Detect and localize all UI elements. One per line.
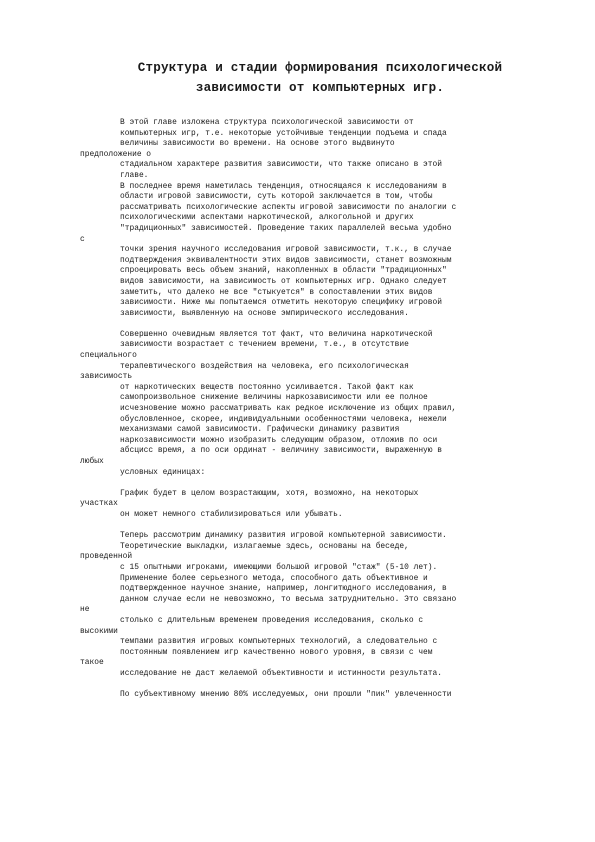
body-line: подтверждения эквивалентности этих видов зависимости, станет возможным: [120, 255, 452, 265]
body-line: рассматривать психологические аспекты игровой зависимости по аналогии с: [120, 202, 457, 212]
body-line: условных единицах:: [120, 467, 206, 477]
body-line: "традиционных" зависимостей. Проведение таких параллелей весьма удобно: [120, 223, 452, 233]
body-line: проведенной: [80, 552, 133, 562]
body-line: видов зависимости, на зависимость от компьютерных игр. Однако следует: [120, 276, 447, 286]
body-line: главе.: [120, 170, 149, 180]
body-line: любых: [80, 457, 104, 466]
body-line: столько с длительным временем проведения исследования, сколько с: [120, 615, 424, 625]
body-line: участках: [80, 499, 118, 509]
body-line: терапевтического воздействия на человека, его психологическая: [120, 361, 409, 371]
paragraph-gap: [80, 679, 560, 690]
body-line: зависимости возрастает с течением времени, т.е., в отсутствие: [120, 340, 409, 350]
body-line: Совершенно очевидным является тот факт, что величина наркотической: [120, 329, 433, 339]
body-line: он может немного стабилизироваться или убывать.: [120, 509, 343, 519]
body-line: от наркотических веществ постоянно усиливается. Такой факт как: [120, 382, 414, 392]
body-line: данном случае если не невозможно, то весьма затруднительно. Это связано: [120, 594, 457, 604]
body-line: темпами развития игровых компьютерных технологий, а следовательно с: [120, 637, 438, 647]
body-line: Теперь рассмотрим динамику развития игровой компьютерной зависимости.: [120, 531, 447, 541]
document-body: [80, 118, 560, 701]
paragraph-gap: [80, 478, 560, 489]
body-line: точки зрения научного исследования игровой зависимости, т.к., в случае: [120, 245, 452, 255]
body-line: специального: [80, 351, 137, 361]
body-line: самопроизвольное снижение величины наркозависимости или ее полное: [120, 393, 428, 403]
body-line: механизмами самой зависимости. Графически динамику развития: [120, 425, 400, 435]
body-line: График будет в целом возрастающим, хотя, возможно, на некоторых: [120, 488, 419, 498]
body-line: заметить, что далеко не все "стыкуется" в сопоставлении этих видов: [120, 287, 433, 297]
body-line: зависимость: [80, 372, 133, 382]
title-line: Структура и стадии формирования психологической: [137, 61, 503, 75]
title-line: зависимости от компьютерных игр.: [195, 81, 445, 95]
body-line: не: [80, 605, 90, 615]
body-line: стадиальном характере развития зависимости, что также описано в этой: [120, 160, 442, 170]
paragraph-gap: [80, 521, 560, 532]
body-line: с: [80, 234, 85, 244]
body-line: обусловленное, скорее, индивидуальными особенностями человека, нежели: [120, 414, 447, 424]
body-line: подтвержденное научное знание, например, лонгитюдного исследования, в: [120, 584, 447, 594]
body-line: В этой главе изложена структура психологической зависимости от: [120, 118, 414, 127]
body-line: компьютерных игр, т.е. некоторые устойчивые тенденции подъема и спада: [120, 128, 447, 138]
body-line: исследование не даст желаемой объективности и истинности результата.: [120, 668, 442, 678]
body-line: спроецировать весь объем знаний, накопленных в области "традиционных": [120, 266, 447, 276]
body-line: По субъективному мнению 80% исследуемых, они прошли "пик" увлеченности: [120, 690, 452, 700]
body-line: Теоретические выкладки, излагаемые здесь, основаны на беседе,: [120, 541, 409, 551]
body-line: психологическими аспектами наркотической, алкогольной и других: [120, 213, 414, 223]
body-line: Применение более серьезного метода, способного дать объективное и: [120, 573, 428, 583]
body-line: области игровой зависимости, суть которой заключается в том, чтобы: [120, 192, 433, 202]
body-line: исчезновение можно рассматривать как редкое исключение из общих правил,: [120, 404, 457, 414]
document-title: [60, 58, 580, 98]
paragraph-gap: [80, 319, 560, 330]
body-line: величины зависимости во времени. На основе этого выдвинуто: [120, 139, 395, 149]
body-line: высокими: [80, 626, 118, 636]
body-line: постоянным появлением игр качественно нового уровня, в связи с чем: [120, 647, 433, 657]
body-line: зависимости. Ниже мы попытаемся отметить некоторую специфику игровой: [120, 298, 442, 308]
body-line: такое: [80, 658, 104, 668]
body-line: абсцисс время, а по оси ординат - величину зависимости, выраженную в: [120, 446, 442, 456]
body-line: зависимости, выявленную на основе эмпирического исследования.: [120, 308, 409, 318]
body-line: наркозависимости можно изобразить следующим образом, отложив по оси: [120, 435, 438, 445]
body-line: В последнее время наметилась тенденция, относящаяся к исследованиям в: [120, 181, 447, 191]
body-line: с 15 опытными игроками, имеющими большой игровой "стаж" (5-10 лет).: [120, 562, 438, 572]
body-line: предположение о: [80, 149, 152, 159]
